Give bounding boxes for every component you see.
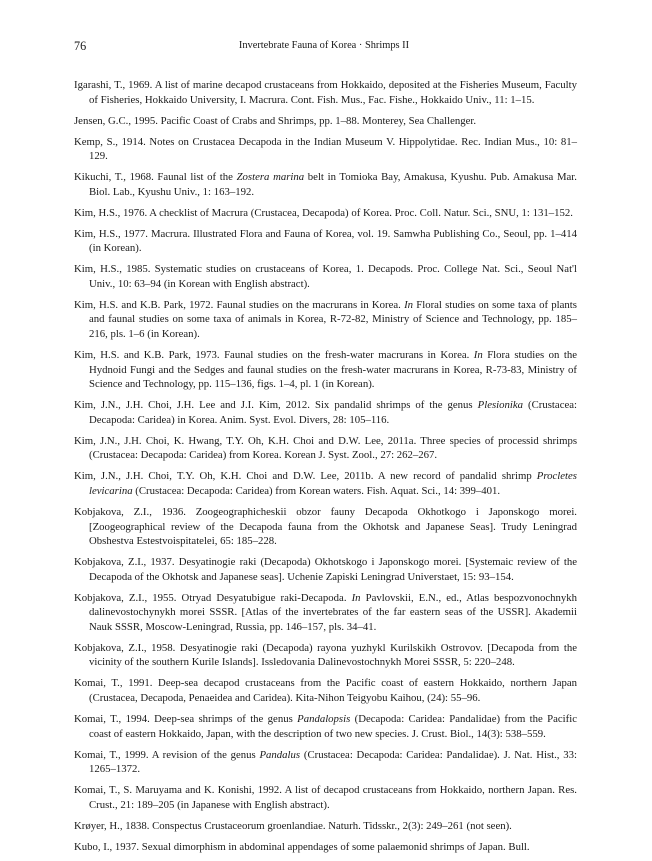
italic-term: Pandalus: [259, 748, 301, 761]
reference-entry: [74, 469, 577, 498]
reference-text: Kubo, I., 1937. Sexual dimorphism in abdominal appendages of some palaemonid shrimps of Japan. Bull.: [74, 840, 530, 853]
reference-text: (Crustacea: Decapoda: Caridea) in Korea. Anim. Syst. Evol. Divers, 28: 105–116.: [89, 399, 577, 426]
italic-term: Procletes levicarina: [89, 470, 577, 497]
reference-entry: [74, 170, 577, 199]
reference-text: (Crustacea: Decapoda: Caridea: Pandalidae). J. Nat. Hist., 33: 1265–1372.: [89, 748, 577, 776]
reference-entry: [74, 262, 577, 291]
reference-text: Jensen, G.C., 1995. Pacific Coast of Crabs and Shrimps, pp. 1–88. Monterey, Sea Challenger.: [74, 114, 477, 127]
reference-entry: [74, 434, 577, 463]
reference-entry: [74, 641, 577, 670]
italic-term: Zostera marina: [236, 171, 305, 184]
reference-text: Igarashi, T., 1969. A list of marine decapod crustaceans from Hokkaido, deposited at the Fisheries Museum, Faculty of Fisheries, Hokkaido University, I. Macrura. Cont. Fish. Mus., Fac. Fishe., Hokkaido Univ., 11: 1–15.: [74, 79, 577, 106]
reference-text: Kikuchi, T., 1968. Faunal list of the: [74, 171, 237, 184]
reference-text: Kobjakova, Z.I., 1937. Desyatinogie raki (Decapoda) Okhotskogo i Japonskogo morei. [Systemaic review of the Decapoda of the Okhotsk and Japanese seas]. Uchenie Zapiski Leningrad Universtaet, 15: 93–154.: [74, 556, 577, 583]
reference-text: Kim, H.S. and K.B. Park, 1973. Faunal studies on the fresh-water macrurans in Korea.: [74, 349, 474, 362]
reference-entry: [74, 298, 577, 342]
reference-entry: [74, 227, 577, 256]
italic-term: In: [404, 298, 414, 311]
reference-text: (Crustacea: Decapoda: Caridea) from Korean waters. Fish. Aquat. Sci., 14: 399–401.: [132, 484, 501, 497]
reference-text: Kobjakova, Z.I., 1955. Otryad Desyatubigue raki-Decapoda.: [74, 591, 352, 604]
reference-text: Komai, T., 1994. Deep-sea shrimps of the genus: [74, 713, 298, 726]
reference-entry: [74, 712, 577, 741]
reference-text: Kim, J.N., J.H. Choi, J.H. Lee and J.I. Kim, 2012. Six pandalid shrimps of the genus: [74, 399, 478, 412]
reference-entry: [74, 348, 577, 392]
running-head: Invertebrate Fauna of Korea · Shrimps II: [238, 40, 410, 51]
reference-text: (Decapoda: Caridea: Pandalidae) from the Pacific coast of eastern Hokkaido, Japan, with the description of two new species. J. Crust. Biol., 14(3): 538–559.: [89, 713, 577, 740]
reference-entry: [74, 819, 577, 834]
reference-text: Kim, H.S. and K.B. Park, 1972. Faunal studies on the macrurans in Korea.: [74, 298, 405, 311]
reference-entry: [74, 676, 577, 705]
reference-text: Flora studies on the Hydnoid Fungi and the Sedges and faunal studies on the fresh-water macrurans in Korea, R-73-83, Ministry of Science and Technology, pp. 115–136, figs. 1–4, pl. 1 (in Korean).: [89, 349, 578, 391]
reference-text: Komai, T., 1999. A revision of the genus: [74, 748, 260, 761]
reference-text: Kim, H.S., 1977. Macrura. Illustrated Flora and Fauna of Korea, vol. 19. Samwha Publishing Co., Seoul, pp. 1–414 (in Korean).: [74, 227, 577, 255]
reference-text: Kobjakova, Z.I., 1958. Desyatinogie raki (Decapoda) rayona yuzhykl Kurilskikh Ostrovov. [Decapoda from the vicinity of the southern Kurile Islands]. Issledovania Dalinevostochnykh Morei SSSR, 5: 220–248.: [74, 641, 577, 669]
reference-text: Kemp, S., 1914. Notes on Crustacea Decapoda in the Indian Museum V. Hippolytidae. Rec. Indian Mus., 10: 81–129.: [74, 135, 577, 163]
italic-term: In: [351, 591, 361, 604]
reference-entry: [74, 505, 577, 549]
reference-text: Kobjakova, Z.I., 1936. Zoogeographicheskii obzor fauny Decapoda Okhotkogo i Japonskogo morei. [Zoogeographical review of the Decapoda fauna from the Okhotsk and Japanese Seas]. Trudy Leningrad Obshestva Estestvoispitatelei, 65: 185–228.: [74, 505, 577, 548]
italic-term: In: [473, 349, 483, 362]
reference-entry: [74, 591, 577, 635]
reference-text: belt in Tomioka Bay, Amakusa, Kyushu. Pub. Amakusa Mar. Biol. Lab., Kyushu Univ., 1: 163–192.: [89, 171, 577, 198]
italic-term: Pandalopsis: [297, 713, 351, 726]
reference-entry: [74, 114, 577, 129]
reference-entry: [74, 748, 577, 777]
reference-text: Kim, H.S., 1976. A checklist of Macrura (Crustacea, Decapoda) of Korea. Proc. Coll. Natur. Sci., SNU, 1: 131–152.: [74, 206, 573, 219]
reference-text: Krøyer, H., 1838. Conspectus Crustaceorum groenlandiae. Naturh. Tidsskr., 2(3): 249–261 (not seen).: [74, 819, 512, 832]
reference-text: Kim, H.S., 1985. Systematic studies on crustaceans of Korea, 1. Decapods. Proc. College Nat. Sci., Seoul Nat'l Univ., 10: 63–94 (in Korean with English abstract).: [74, 263, 577, 290]
reference-entry: [74, 840, 577, 855]
reference-text: Kim, J.N., J.H. Choi, K. Hwang, T.Y. Oh, K.H. Choi and D.W. Lee, 2011a. Three species of processid shrimps (Crustacea: Decapoda: Caridea) from Korea. Korean J. Syst. Zool., 27: 262–267.: [74, 434, 577, 462]
reference-text: Komai, T., 1991. Deep-sea decapod crustaceans from the Pacific coast of eastern Hokkaido, northern Japan (Crustacea, Decapoda, Penaeidea and Caridea). Kita-Nihon Teigyobu Kaihou, (24): 55–96.: [74, 677, 577, 705]
reference-entry: [74, 783, 577, 812]
reference-entry: [74, 135, 577, 164]
page-header: [74, 39, 574, 55]
reference-list: [74, 78, 577, 861]
reference-entry: [74, 398, 577, 427]
reference-entry: [74, 78, 577, 107]
reference-text: Floral studies on some taxa of plants and faunal studies on some taxa of animals in Korea, R-72-82, Ministry of Science and Technology, pp. 185–216, pls. 1–6 (in Korean).: [89, 298, 577, 341]
reference-text: Komai, T., S. Maruyama and K. Konishi, 1992. A list of decapod crustaceans from Hokkaido, northern Japan. Res. Crust., 21: 189–205 (in Japanese with English abstract).: [74, 784, 577, 811]
reference-entry: [74, 206, 577, 221]
page-number: 76: [74, 39, 87, 53]
reference-text: Kim, J.N., J.H. Choi, T.Y. Oh, K.H. Choi and D.W. Lee, 2011b. A new record of pandalid shrimp: [74, 470, 537, 483]
reference-text: Pavlovskii, E.N., ed., Atlas bespozvonochnykh dalinevostochynykh morei SSSR. [Atlas of the invertebrates of the far eastern seas of the USSR]. Akademii Nauk SSSR, Moscow-Leningrad, Russia, pp. 146–157, pls. 34–41.: [89, 591, 578, 633]
reference-entry: [74, 555, 577, 584]
italic-term: Plesionika: [477, 399, 524, 412]
